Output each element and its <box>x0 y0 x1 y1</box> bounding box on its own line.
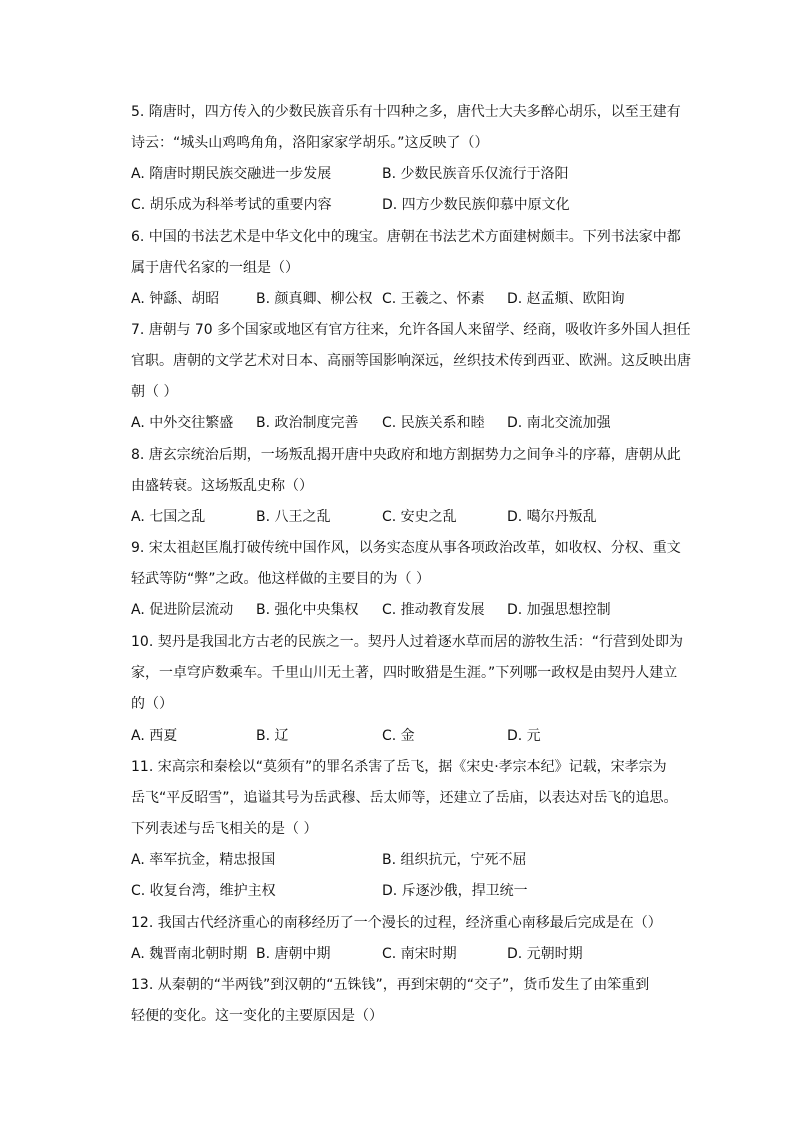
question-6-line-2: 属于唐代名家的一组是（） <box>131 260 299 276</box>
question-7-option-c: C. 民族关系和睦 <box>382 415 485 431</box>
question-12-option-a: A. 魏晋南北朝时期 <box>131 946 248 962</box>
question-7-line-2: 官职。唐朝的文学艺术对日本、高丽等国影响深远，丝织技术传到西亚、欧洲。这反映出唐 <box>131 353 691 369</box>
question-5-option-a: A. 隋唐时期民族交融进一步发展 <box>131 166 332 182</box>
question-11-option-a: A. 率军抗金，精忠报国 <box>131 852 276 868</box>
question-9-option-d: D. 加强思想控制 <box>507 602 611 618</box>
question-11-line-1: 11. 宋高宗和秦桧以“莫须有”的罪名杀害了岳飞，据《宋史·孝宗本纪》记载，宋孝宗为 <box>131 759 667 775</box>
question-6-option-a: A. 钟繇、胡昭 <box>131 291 220 307</box>
question-5-option-d: D. 四方少数民族仰慕中原文化 <box>382 197 570 213</box>
question-11-line-2: 岳飞“平反昭雪”，追谥其号为岳武穆、岳太师等，还建立了岳庙，以表达对岳飞的追思。 <box>131 790 678 806</box>
question-5-option-b: B. 少数民族音乐仅流行于洛阳 <box>382 166 569 182</box>
question-11-option-b: B. 组织抗元，宁死不屈 <box>382 852 527 868</box>
question-12-line-1: 12. 我国古代经济重心的南移经历了一个漫长的过程，经济重心南移最后完成是在（） <box>131 915 662 931</box>
question-10-line-2: 家，一卓穹庐数乘车。千里山川无土著，四时畋猎是生涯。”下列哪一政权是由契丹人建立 <box>131 665 678 681</box>
question-6-option-c: C. 王羲之、怀素 <box>382 291 485 307</box>
question-6-option-b: B. 颜真卿、柳公权 <box>256 291 373 307</box>
question-5-line-1: 5. 隋唐时，四方传入的少数民族音乐有十四种之多，唐代士大夫多醉心胡乐，以至王建有 <box>131 104 681 120</box>
question-7-option-b: B. 政治制度完善 <box>256 415 359 431</box>
question-6-line-1: 6. 中国的书法艺术是中华文化中的瑰宝。唐朝在书法艺术方面建树颇丰。下列书法家中都 <box>131 229 681 245</box>
question-7-option-d: D. 南北交流加强 <box>507 415 611 431</box>
question-12-option-b: B. 唐朝中期 <box>256 946 331 962</box>
question-9-line-1: 9. 宋太祖赵匡胤打破传统中国作风，以务实态度从事各项政治改革，如收权、分权、重文 <box>131 540 681 556</box>
question-10-option-a: A. 西夏 <box>131 728 178 744</box>
question-5-line-2: 诗云：“城头山鸡鸣角角，洛阳家家学胡乐。”这反映了（） <box>131 135 489 151</box>
question-9-option-c: C. 推动教育发展 <box>382 602 485 618</box>
question-10-option-d: D. 元 <box>507 728 541 744</box>
question-8-option-c: C. 安史之乱 <box>382 509 457 525</box>
question-5-option-c: C. 胡乐成为科举考试的重要内容 <box>131 197 332 213</box>
question-8-option-a: A. 七国之乱 <box>131 509 206 525</box>
question-7-line-1: 7. 唐朝与 70 多个国家或地区有官方往来，允许各国人来留学、经商，吸收许多外国人担任 <box>131 322 691 338</box>
question-11-option-d: D. 斥逐沙俄，捍卫统一 <box>382 883 528 899</box>
question-7-line-3: 朝（ ） <box>131 384 178 400</box>
question-12-option-d: D. 元朝时期 <box>507 946 583 962</box>
question-13-line-1: 13. 从秦朝的“半两钱”到汉朝的“五铢钱”，再到宋朝的“交子”，货币发生了由笨重到 <box>131 977 650 993</box>
question-11-line-3: 下列表述与岳飞相关的是（ ） <box>131 821 318 837</box>
question-9-option-a: A. 促进阶层流动 <box>131 602 234 618</box>
question-11-option-c: C. 收复台湾，维护主权 <box>131 883 276 899</box>
question-8-option-b: B. 八王之乱 <box>256 509 331 525</box>
question-9-option-b: B. 强化中央集权 <box>256 602 359 618</box>
question-10-line-3: 的（） <box>131 696 173 712</box>
question-10-option-c: C. 金 <box>382 728 415 744</box>
question-12-option-c: C. 南宋时期 <box>382 946 457 962</box>
question-8-option-d: D. 噶尔丹叛乱 <box>507 509 597 525</box>
question-8-line-2: 由盛转衰。这场叛乱史称（） <box>131 478 313 494</box>
question-7-option-a: A. 中外交往繁盛 <box>131 415 234 431</box>
question-6-option-d: D. 赵孟頫、欧阳询 <box>507 291 625 307</box>
question-8-line-1: 8. 唐玄宗统治后期，一场叛乱揭开唐中央政府和地方割据势力之间争斗的序幕，唐朝从此 <box>131 447 681 463</box>
question-13-line-2: 轻便的变化。这一变化的主要原因是（） <box>131 1008 383 1024</box>
question-10-line-1: 10. 契丹是我国北方古老的民族之一。契丹人过着逐水草而居的游牧生活：“行营到处即为 <box>131 634 683 650</box>
question-10-option-b: B. 辽 <box>256 728 289 744</box>
question-9-line-2: 轻武等防“弊”之政。他这样做的主要目的为（ ） <box>131 571 430 587</box>
